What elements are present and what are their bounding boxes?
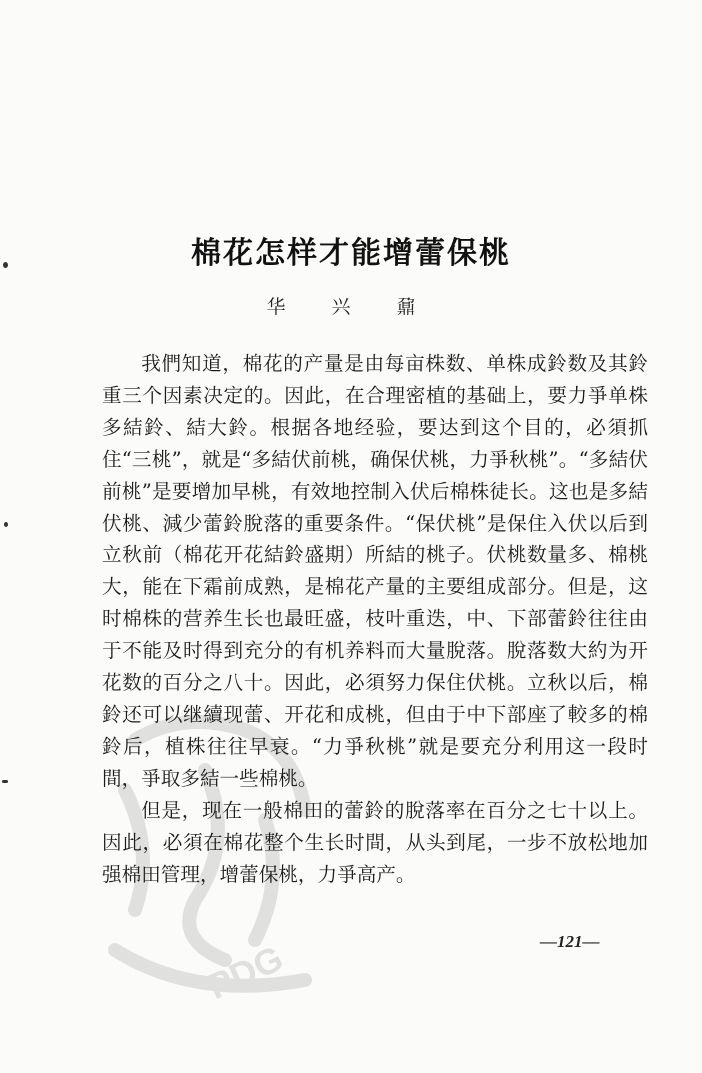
page-number: —121— [540,932,600,951]
article-title: 棉花怎样才能增蕾保桃 [191,236,511,271]
article-author: 华 兴 鼐 [266,296,436,318]
body-paragraph-1: 我們知道，棉花的产量是由每亩株数、单株成鈴数及其鈴重三个因素决定的。因此，在合理密植的基础上，要力爭单株多結鈴、結大鈴。根据各地经验，要达到这个目的，必須抓住“三桃”，就是“多結伏前桃，确保伏桃，力爭秋桃”。“多結伏前桃”是要增加早桃，有效地控制入伏后棉株徒长。这也是多結伏桃、減少蕾鈴脫落的重要条件。“保伏桃”是保住入伏以后到立秋前（棉花开花結鈴盛期）所結的桃子。伏桃数量多、棉桃大，能在下霜前成熟，是棉花产量的主要组成部分。但是，这时棉株的营养生长也最旺盛，枝叶重迭，中、下部蕾鈴往往由于不能及时得到充分的有机养料而大量脫落。脫落数大約为开花数的百分之八十。因此，必須努力保住伏桃。立秋以后，棉鈴还可以继續现蕾、开花和成桃，但由于中下部座了較多的棉鈴后，植株往往早衰。“力爭秋桃”就是要充分利用这一段时間，爭取多結一些棉桃。 [102,352,648,790]
article-body [102,348,648,890]
scan-speck-lower [2,780,8,783]
scan-speck-middle [4,522,8,527]
body-paragraph-2: 但是，现在一般棉田的蕾鈴的脫落率在百分之七十以上。因此，必須在棉花整个生长时間，从头到尾，一步不放松地加强棉田管理，增蕾保桃，力爭高产。 [102,798,648,886]
watermark-text: PDG [201,937,290,1008]
